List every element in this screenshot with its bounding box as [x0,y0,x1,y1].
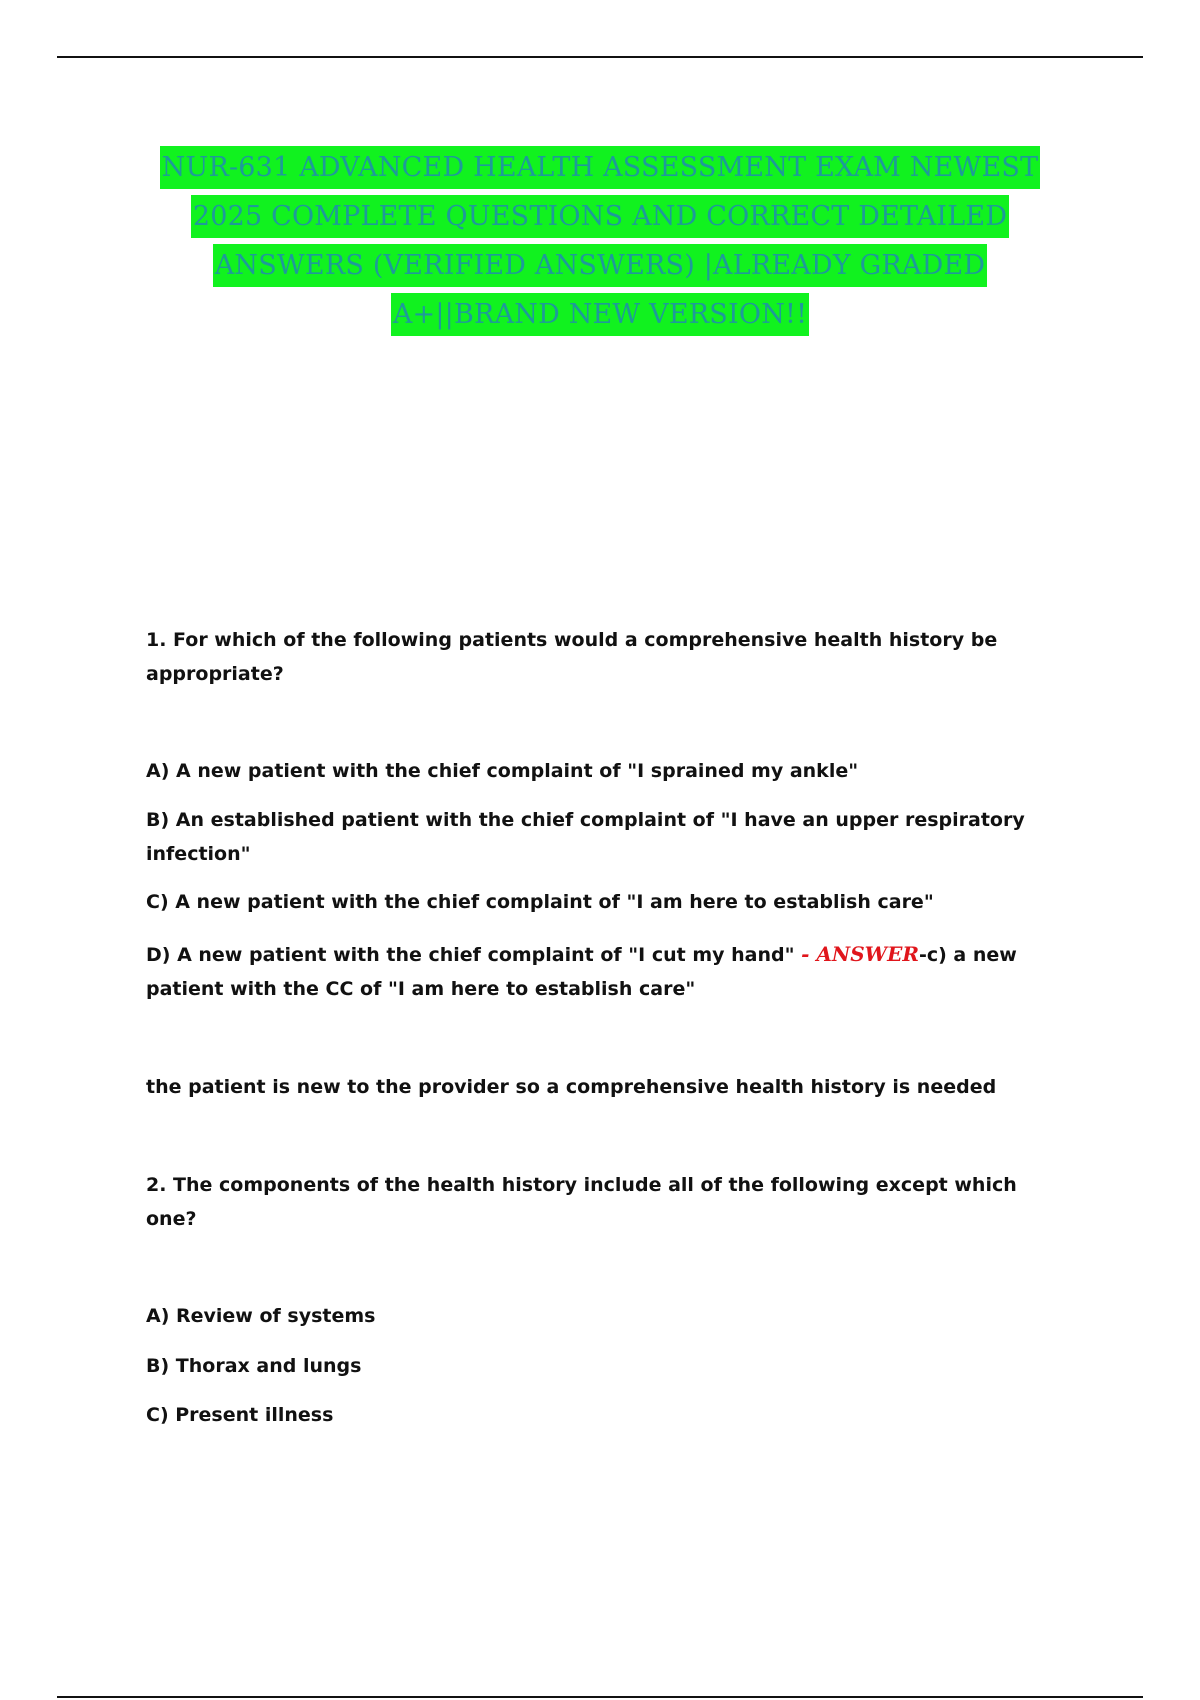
question-1-option-a: A) A new patient with the chief complaint of "I sprained my ankle" [146,760,859,782]
question-1-text: 1. For which of the following patients would a comprehensive health history be appropriate? [146,629,998,685]
question-2-option-a: A) Review of systems [146,1305,376,1327]
question-2-option-b: B) Thorax and lungs [146,1355,362,1377]
document-title [100,146,1100,342]
title-line-2: 2025 COMPLETE QUESTIONS AND CORRECT DETAILED [191,195,1009,238]
title-line-3: ANSWERS (VERIFIED ANSWERS) |ALREADY GRADED [213,244,988,287]
question-2-option-c: C) Present illness [146,1404,334,1426]
question-1-option-d [146,937,1066,1006]
title-line-4: A+||BRAND NEW VERSION!! [391,293,809,336]
answer-tag: - ANSWER [801,942,919,966]
option-d-text: D) A new patient with the chief complaint of "I cut my hand" [146,944,802,966]
title-line-1: NUR-631 ADVANCED HEALTH ASSESSMENT EXAM NEWEST [160,146,1041,189]
answer-text: -c) a new patient with the CC of "I am here to establish care" [146,944,1017,1000]
question-1-option-b: B) An established patient with the chief complaint of "I have an upper respiratory infection" [146,809,1025,865]
question-2-text: 2. The components of the health history include all of the following except which one? [146,1174,1017,1230]
top-rule [57,56,1143,58]
question-1-option-c: C) A new patient with the chief complaint of "I am here to establish care" [146,891,934,913]
question-1-rationale: the patient is new to the provider so a comprehensive health history is needed [146,1076,997,1098]
bottom-rule [57,1696,1143,1698]
